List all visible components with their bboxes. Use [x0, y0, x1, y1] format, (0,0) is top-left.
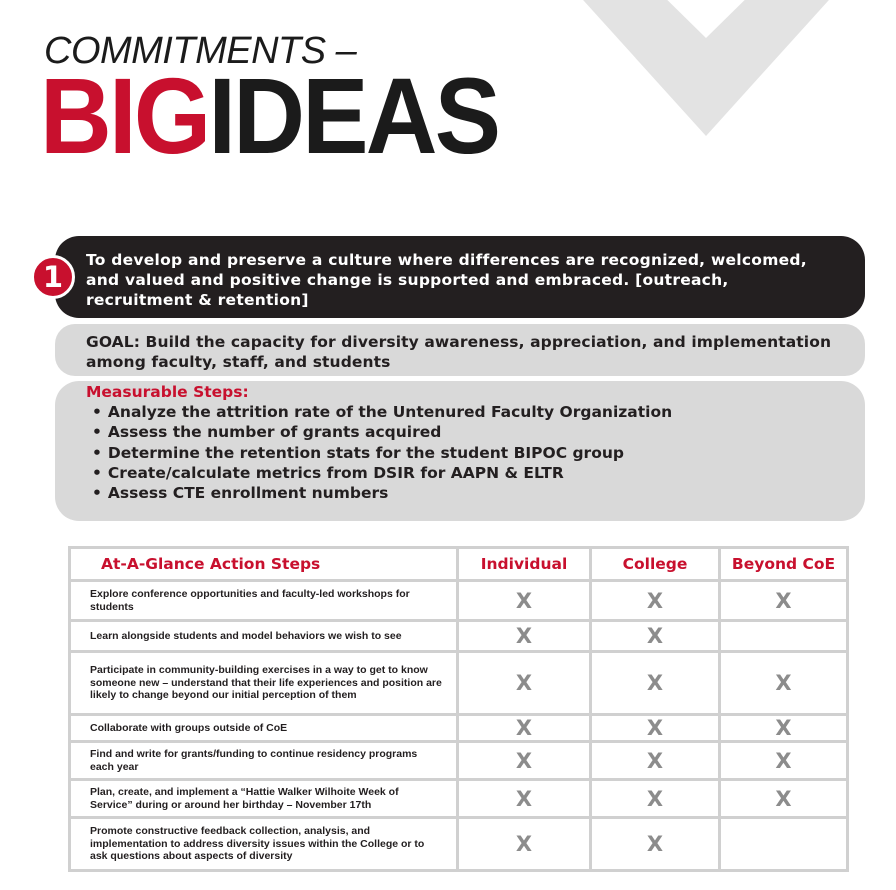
beyond-mark: X [720, 581, 848, 621]
individual-mark: X [458, 742, 591, 780]
step-item: • Assess the number of grants acquired [92, 422, 845, 442]
action-cell: Explore conference opportunities and faculty-led workshops for students [70, 581, 458, 621]
step-item: • Assess CTE enrollment numbers [92, 483, 845, 503]
action-cell: Collaborate with groups outside of CoE [70, 715, 458, 742]
header-beyond-coe: Beyond CoE [720, 548, 848, 581]
table-row [70, 581, 848, 621]
header-action-steps: At-A-Glance Action Steps [70, 548, 458, 581]
measurable-steps-panel [55, 381, 865, 521]
action-cell: Learn alongside students and model behaviors we wish to see [70, 621, 458, 652]
action-cell: Participate in community-building exercises in a way to get to know someone new – understand that their life experiences and position are likely to change beyond our initial perception of them [70, 652, 458, 715]
beyond-mark: X [720, 742, 848, 780]
action-cell: Promote constructive feedback collection, analysis, and implementation to address diversity issues within the College or to ask questions about aspects of diversity [70, 818, 458, 871]
table-row [70, 742, 848, 780]
table-row [70, 715, 848, 742]
page-subtitle: COMMITMENTS – [44, 30, 357, 72]
college-mark: X [591, 581, 720, 621]
table-row [70, 818, 848, 871]
table-row [70, 652, 848, 715]
header-college: College [591, 548, 720, 581]
action-steps-table [68, 546, 849, 872]
action-cell: Find and write for grants/funding to continue residency programs each year [70, 742, 458, 780]
college-mark: X [591, 652, 720, 715]
commitment-number-badge: 1 [31, 255, 75, 299]
beyond-mark [720, 621, 848, 652]
step-item: • Determine the retention stats for the student BIPOC group [92, 443, 845, 463]
commitment-statement: To develop and preserve a culture where differences are recognized, welcomed, and valued and positive change is supported and embraced. [outreach, recruitment & retention] [55, 236, 865, 318]
college-mark: X [591, 818, 720, 871]
title-ideas: IDEAS [208, 55, 499, 176]
individual-mark: X [458, 715, 591, 742]
title-big: BIG [40, 55, 209, 176]
step-item: • Analyze the attrition rate of the Untenured Faculty Organization [92, 402, 845, 422]
goal-panel: GOAL: Build the capacity for diversity awareness, appreciation, and implementation among faculty, staff, and students [55, 324, 865, 376]
individual-mark: X [458, 780, 591, 818]
page-title [40, 55, 499, 176]
individual-mark: X [458, 652, 591, 715]
college-mark: X [591, 621, 720, 652]
beyond-mark: X [720, 652, 848, 715]
table-row [70, 621, 848, 652]
action-cell: Plan, create, and implement a “Hattie Walker Wilhoite Week of Service” during or around her birthday – November 17th [70, 780, 458, 818]
step-item: • Create/calculate metrics from DSIR for AAPN & ELTR [92, 463, 845, 483]
table-header-row [70, 548, 848, 581]
college-mark: X [591, 742, 720, 780]
measurable-steps-title: Measurable Steps: [86, 383, 249, 401]
beyond-mark: X [720, 715, 848, 742]
college-mark: X [591, 780, 720, 818]
college-mark: X [591, 715, 720, 742]
beyond-mark [720, 818, 848, 871]
chevron-decoration [565, 0, 865, 140]
measurable-steps-list [86, 402, 845, 503]
individual-mark: X [458, 818, 591, 871]
individual-mark: X [458, 581, 591, 621]
beyond-mark: X [720, 780, 848, 818]
individual-mark: X [458, 621, 591, 652]
table-row [70, 780, 848, 818]
header-individual: Individual [458, 548, 591, 581]
